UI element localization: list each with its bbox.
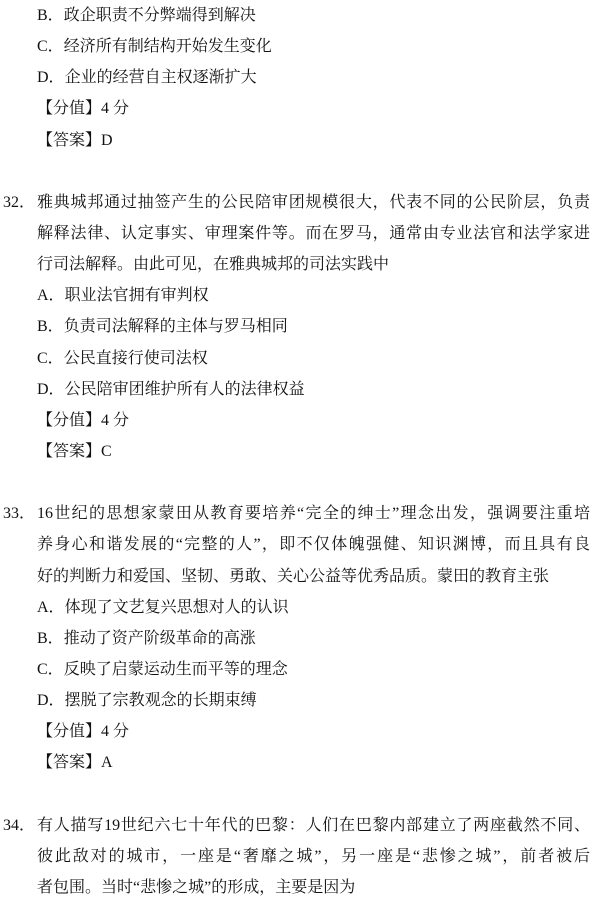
question-stem-line — [0, 841, 590, 872]
answer-label: 【答案】 — [37, 442, 102, 460]
question-number: 32． — [3, 193, 36, 211]
score-label: 【分值】 — [37, 723, 102, 741]
option-text: 推动了资产阶级革命的高涨 — [63, 629, 256, 647]
option-a — [0, 592, 590, 623]
option-d — [0, 374, 590, 405]
stem-text: 者包围。当时“悲惨之城”的形成，主要是因为 — [37, 878, 356, 896]
option-a — [0, 280, 590, 311]
option-text: 公民直接行使司法权 — [63, 349, 208, 367]
question-32 — [0, 187, 600, 467]
score-line — [0, 405, 590, 436]
question-stem-line — [0, 498, 590, 529]
option-c — [0, 31, 590, 62]
option-label: C． — [37, 660, 64, 678]
stem-text: 好的判断力和爱国、坚韧、勇敢、关心公益等优秀品质。蒙田的教育主张 — [37, 567, 550, 585]
option-text: 负责司法解释的主体与罗马相同 — [63, 318, 288, 336]
option-label: C． — [37, 349, 64, 367]
option-label: D． — [37, 692, 65, 710]
option-label: B． — [37, 318, 64, 336]
option-label: D． — [37, 69, 65, 87]
option-label: A． — [37, 598, 65, 616]
option-label: A． — [37, 287, 65, 305]
answer-line — [0, 436, 590, 467]
score-value: 4 分 — [101, 100, 130, 118]
option-text: 公民陪审团维护所有人的法律权益 — [64, 380, 305, 398]
question-stem-line — [0, 561, 590, 592]
option-b — [0, 0, 590, 31]
score-label: 【分值】 — [37, 100, 102, 118]
option-d — [0, 62, 590, 93]
stem-text: 16世纪的思想家蒙田从教育要培养“完全的绅士”理念出发，强调要注重培 — [37, 505, 590, 523]
score-line — [0, 716, 590, 747]
stem-text: 彼此敌对的城市，一座是“奢靡之城”，另一座是“悲惨之城”，前者被后 — [37, 847, 590, 865]
option-text: 摆脱了宗教观念的长期束缚 — [64, 692, 257, 710]
question-34 — [0, 810, 600, 903]
score-value: 4 分 — [101, 723, 130, 741]
answer-label: 【答案】 — [37, 131, 102, 149]
stem-text: 行司法解释。由此可见，在雅典城邦的司法实践中 — [37, 256, 390, 274]
option-label: C． — [37, 38, 64, 56]
score-line — [0, 93, 590, 124]
option-text: 企业的经营自主权逐渐扩大 — [64, 69, 257, 87]
question-number: 34． — [3, 816, 36, 834]
question-stem-line — [0, 872, 590, 903]
score-label: 【分值】 — [37, 411, 102, 429]
option-text: 反映了启蒙运动生而平等的理念 — [63, 660, 288, 678]
option-b — [0, 311, 590, 342]
option-label: D． — [37, 380, 65, 398]
spacer — [0, 156, 600, 187]
answer-line — [0, 747, 590, 778]
option-c — [0, 343, 590, 374]
question-stem-line — [0, 187, 590, 218]
score-value: 4 分 — [101, 411, 130, 429]
prev-question — [0, 0, 600, 156]
answer-label: 【答案】 — [37, 754, 102, 772]
spacer — [0, 779, 600, 810]
option-text: 体现了文艺复兴思想对人的认识 — [64, 598, 289, 616]
stem-text: 有人描写19世纪六七十年代的巴黎：人们在巴黎内部建立了两座截然不同、 — [37, 816, 590, 834]
stem-text: 解释法律、认定事实、审理案件等。而在罗马，通常由专业法官和法学家进 — [37, 224, 590, 242]
answer-value: D — [101, 131, 113, 149]
option-text: 政企职责不分弊端得到解决 — [63, 7, 256, 24]
stem-text: 养身心和谐发展的“完整的人”，即不仅体魄强健、知识渊博，而且具有良 — [37, 536, 590, 554]
question-stem-line — [0, 529, 590, 560]
option-label: B． — [37, 629, 64, 647]
question-number: 33． — [3, 505, 36, 523]
option-b — [0, 623, 590, 654]
option-c — [0, 654, 590, 685]
option-text: 职业法官拥有审判权 — [64, 287, 209, 305]
spacer — [0, 467, 600, 498]
option-text: 经济所有制结构开始发生变化 — [63, 38, 272, 56]
stem-text: 雅典城邦通过抽签产生的公民陪审团规模很大，代表不同的公民阶层，负责 — [37, 193, 590, 211]
option-label: B． — [37, 7, 64, 24]
answer-value: C — [101, 442, 112, 460]
option-d — [0, 685, 590, 716]
question-stem-line — [0, 249, 590, 280]
question-stem-line — [0, 218, 590, 249]
question-stem-line — [0, 810, 590, 841]
answer-line — [0, 125, 590, 156]
answer-value: A — [101, 754, 113, 772]
question-33 — [0, 498, 600, 778]
